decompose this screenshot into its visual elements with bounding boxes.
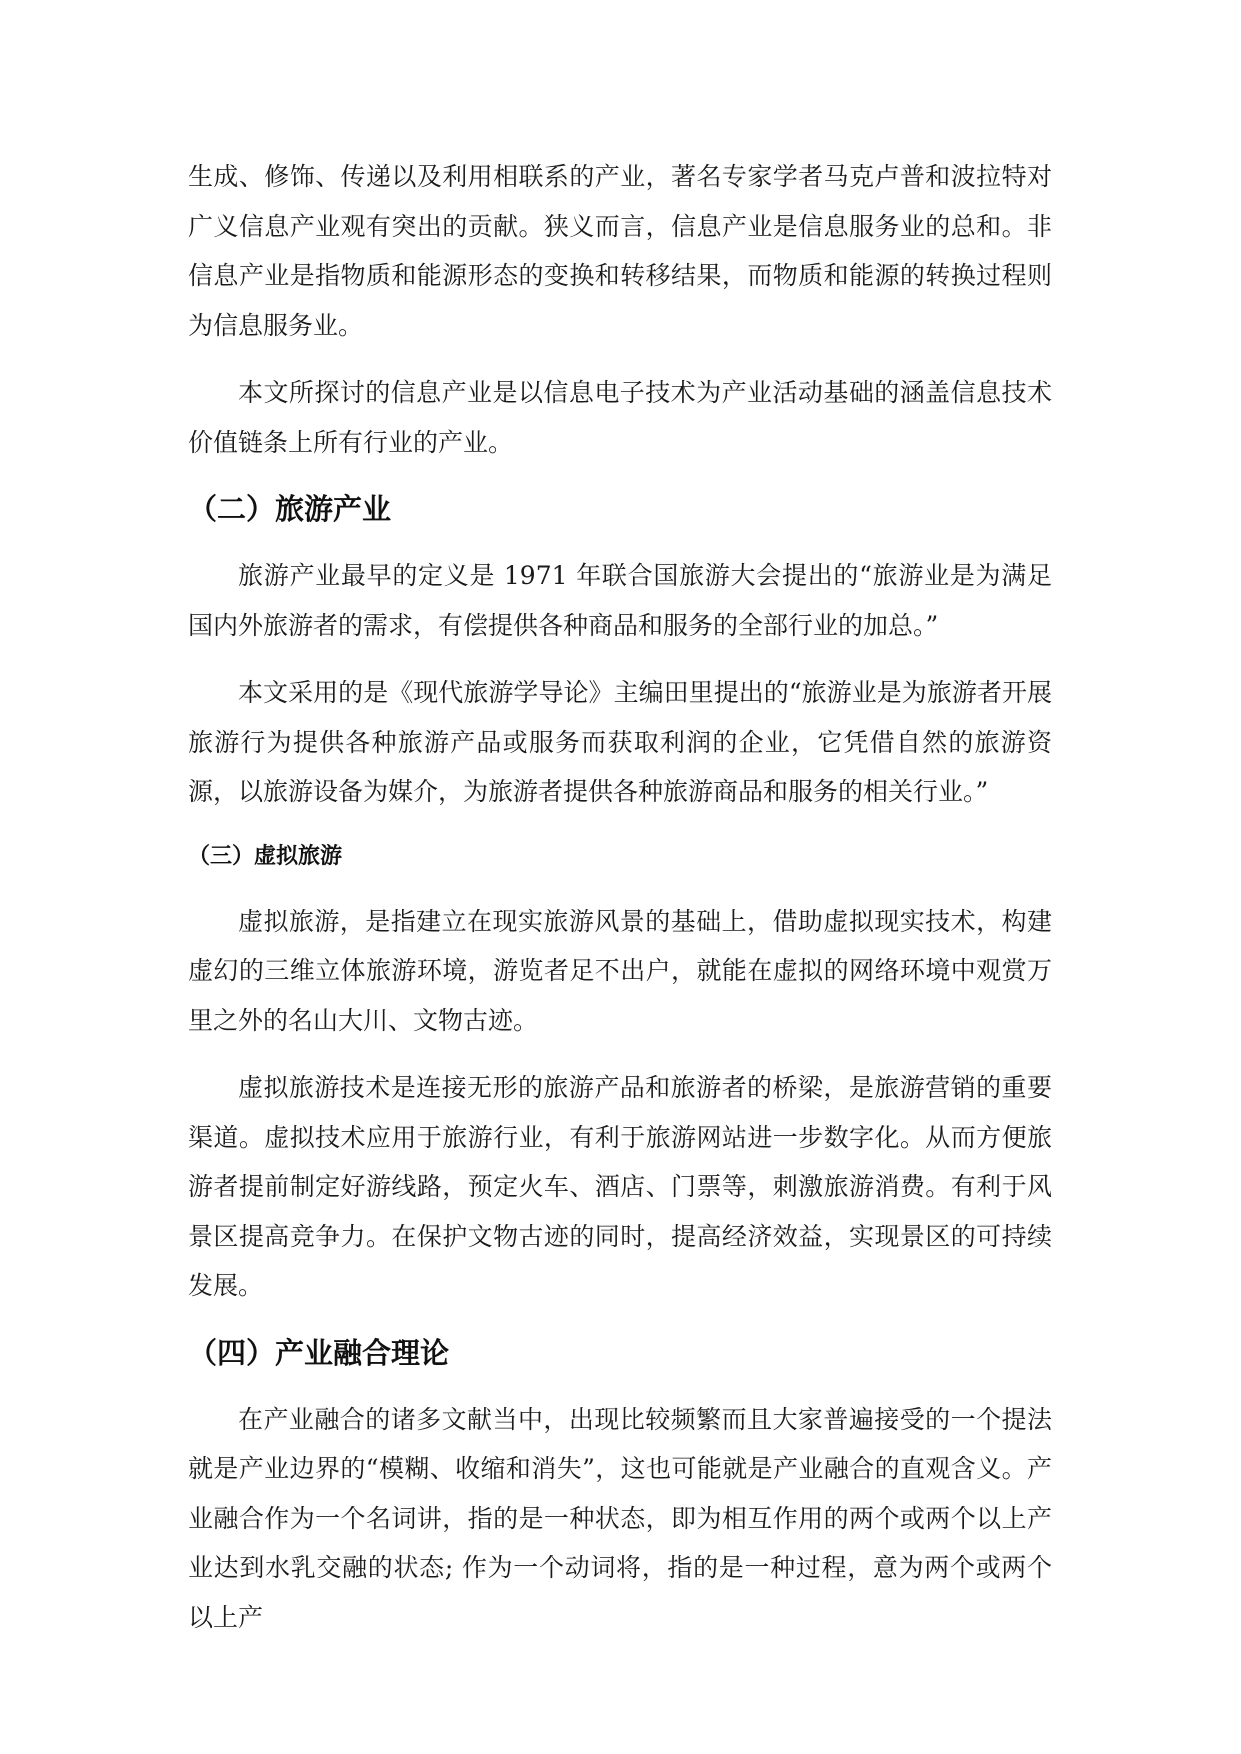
paragraph-virtual-tourism-definition: 虚拟旅游，是指建立在现实旅游风景的基础上，借助虚拟现实技术，构建虚幻的三维立体旅游环境，游览者足不出户，就能在虚拟的网络环境中观赏万里之外的名山大川、文物古迹。 — [188, 906, 1052, 1035]
paragraph-information-industry-scope: 本文所探讨的信息产业是以信息电子技术为产业活动基础的涵盖信息技术价值链条上所有行业的产业。 — [188, 378, 1052, 457]
section-heading-industry-convergence-theory: （四）产业融合理论 — [188, 1335, 450, 1370]
section-heading-virtual-tourism: （三）虚拟旅游 — [188, 843, 343, 869]
paragraph-information-industry-definition: 生成、修饰、传递以及利用相联系的产业，著名专家学者马克卢普和波拉特对广义信息产业观有突出的贡献。狭义而言，信息产业是信息服务业的总和。非信息产业是指物质和能源形态的变换和转移结果，而物质和能源的转换过程则为信息服务业。 — [188, 162, 1052, 340]
section-heading-tourism-industry: （二）旅游产业 — [188, 492, 392, 526]
page-content — [188, 152, 1052, 1642]
paragraph-virtual-tourism-technology: 虚拟旅游技术是连接无形的旅游产品和旅游者的桥梁，是旅游营销的重要渠道。虚拟技术应用于旅游行业，有利于旅游网站进一步数字化。从而方便旅游者提前制定好游线路，预定火车、酒店、门票等，刺激旅游消费。有利于风景区提高竞争力。在保护文物古迹的同时，提高经济效益，实现景区的可持续发展。 — [188, 1073, 1052, 1300]
paragraph-tourism-adopted-definition: 本文采用的是《现代旅游学导论》主编田里提出的“旅游业是为旅游者开展旅游行为提供各种旅游产品或服务而获取利润的企业，它凭借自然的旅游资源，以旅游设备为媒介，为旅游者提供各种旅游商品和服务的相关行业。” — [188, 678, 1052, 806]
paragraph-industry-convergence: 在产业融合的诸多文献当中，出现比较频繁而且大家普遍接受的一个提法就是产业边界的“模糊、收缩和消失”，这也可能就是产业融合的直观含义。产业融合作为一个名词讲，指的是一种状态，即为相互作用的两个或两个以上产业达到水乳交融的状态; 作为一个动词将，指的是一种过程，意为两个或两个以上产 — [188, 1404, 1052, 1632]
paragraph-tourism-earliest-definition: 旅游产业最早的定义是 1971 年联合国旅游大会提出的“旅游业是为满足国内外旅游者的需求，有偿提供各种商品和服务的全部行业的加总。” — [188, 561, 1052, 640]
